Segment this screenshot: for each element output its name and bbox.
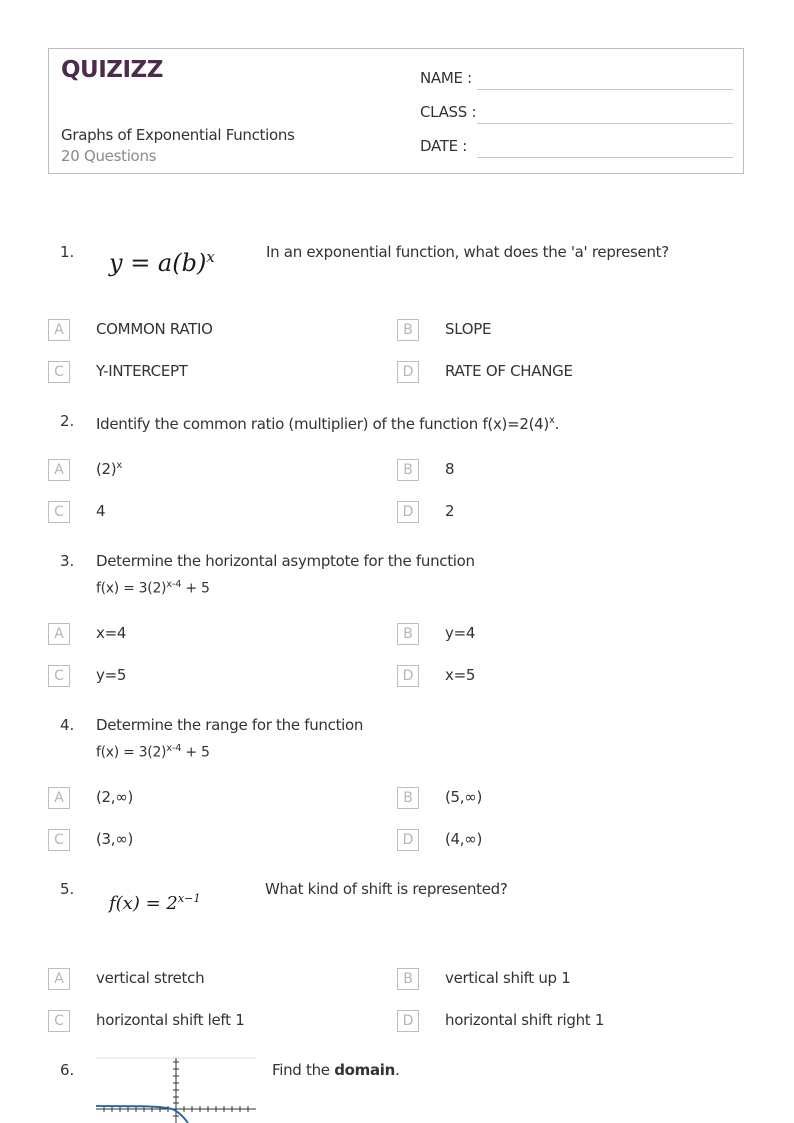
option-c-badge: C [48,361,70,383]
option-c-badge: C [48,829,70,851]
question-number-6: 6. [60,1061,75,1079]
question-1-formula: $y = a(b)^x$ [109,248,215,277]
q3-option-b[interactable]: y=4 [445,624,476,642]
q2-option-b[interactable]: 8 [445,460,455,478]
question-3-text: Determine the horizontal asymptote for the function $f(x) = 3(2)^{x-4} + 5$ [96,552,475,597]
option-c-badge: C [48,665,70,687]
q3-option-c[interactable]: y=5 [96,666,127,684]
question-5-formula: $f(x) = 2^{x-1}$ [109,892,201,914]
option-d-badge: D [397,361,419,383]
q1-option-d[interactable]: RATE OF CHANGE [445,362,573,380]
question-count: 20 Questions [61,147,157,165]
option-a-badge: A [48,787,70,809]
q5-option-b[interactable]: vertical shift up 1 [445,969,571,987]
option-c-badge: C [48,1010,70,1032]
option-d-badge: D [397,829,419,851]
option-b-badge: B [397,623,419,645]
option-b-badge: B [397,459,419,481]
name-field[interactable] [477,89,733,90]
option-b-badge: B [397,968,419,990]
quizizz-logo: QUIZIZZ [61,57,163,83]
option-b-badge: B [397,787,419,809]
question-5-text: What kind of shift is represented? [265,880,508,898]
name-label: NAME : [420,69,472,87]
class-field[interactable] [477,123,733,124]
question-4-text: Determine the range for the function $f(x) = 3(2)^{x-4} + 5$ [96,716,364,761]
q4-option-d[interactable]: (4,∞) [445,830,483,848]
q4-option-c[interactable]: (3,∞) [96,830,134,848]
date-label: DATE : [420,137,468,155]
option-d-badge: D [397,665,419,687]
option-a-badge: A [48,459,70,481]
option-a-badge: A [48,319,70,341]
q5-option-d[interactable]: horizontal shift right 1 [445,1011,605,1029]
question-number-3: 3. [60,552,75,570]
question-number-5: 5. [60,880,75,898]
class-label: CLASS : [420,103,477,121]
question-number-4: 4. [60,716,75,734]
question-2-text: Identify the common ratio (multiplier) of the function $f(x)=2(4)^x$. [96,415,560,433]
q2-option-d[interactable]: 2 [445,502,455,520]
q1-option-b[interactable]: SLOPE [445,320,492,338]
question-1-text: In an exponential function, what does the 'a' represent? [266,243,669,261]
q5-option-a[interactable]: vertical stretch [96,969,205,987]
option-a-badge: A [48,968,70,990]
q4-option-a[interactable]: (2,∞) [96,788,134,806]
worksheet-header [48,48,744,174]
question-6-graph [96,1056,258,1123]
question-6-text: Find the domain. [272,1061,400,1079]
q1-option-c[interactable]: Y-INTERCEPT [96,362,188,380]
option-d-badge: D [397,1010,419,1032]
q3-option-d[interactable]: x=5 [445,666,476,684]
worksheet-title: Graphs of Exponential Functions [61,126,295,144]
q2-option-c[interactable]: 4 [96,502,106,520]
option-a-badge: A [48,623,70,645]
q4-option-b[interactable]: (5,∞) [445,788,483,806]
q1-option-a[interactable]: COMMON RATIO [96,320,213,338]
q2-option-a[interactable]: $(2)^x$ [96,460,122,478]
option-b-badge: B [397,319,419,341]
option-c-badge: C [48,501,70,523]
question-number-2: 2. [60,412,75,430]
option-d-badge: D [397,501,419,523]
date-field[interactable] [477,157,733,158]
q5-option-c[interactable]: horizontal shift left 1 [96,1011,245,1029]
question-number-1: 1. [60,243,75,261]
q3-option-a[interactable]: x=4 [96,624,127,642]
